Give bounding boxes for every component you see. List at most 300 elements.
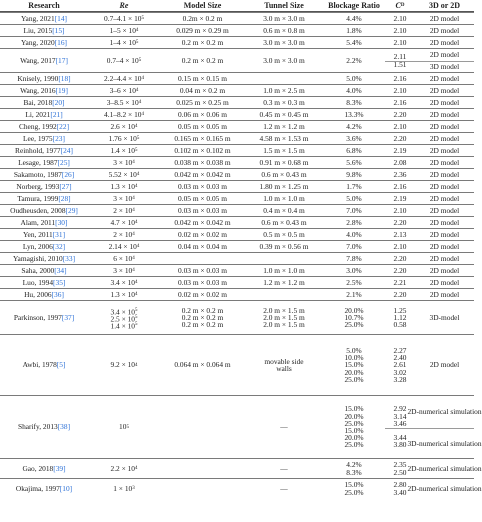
dimension-cell: 2D model (429, 289, 460, 299)
cd-cell (385, 25, 415, 36)
author-name: Bai, 2018 (23, 97, 53, 107)
tunnel-size-cell: 0.4 m × 0.4 m (263, 205, 305, 215)
citation-link[interactable]: [5] (56, 360, 66, 370)
blockage-cell (323, 121, 385, 132)
research-cell (0, 121, 88, 132)
re-exponent: 4 (141, 112, 144, 117)
re-cell-line (110, 321, 138, 331)
table-row (0, 204, 474, 216)
blockage-cell-line: 20.0% (344, 411, 364, 421)
cd-cell-line: 2.20 (393, 217, 407, 227)
author-name: Reinhold, 1977 (15, 145, 61, 155)
re-mantissa: 3.4 × 10 (110, 277, 135, 287)
cd-cell (385, 241, 415, 252)
citation-link[interactable]: [34] (54, 265, 67, 275)
blockage-cell (323, 396, 385, 458)
author-name: Luo, 1994 (22, 277, 54, 287)
citation-link[interactable]: [25] (57, 157, 70, 167)
re-cell (88, 217, 160, 228)
blockage-cell-line: 5.0% (346, 73, 362, 83)
citation-link[interactable]: [21] (50, 109, 63, 119)
citation-link[interactable]: [27] (59, 181, 72, 191)
model-size-cell (160, 459, 245, 478)
research-cell (0, 265, 88, 276)
re-exponent: 3 (132, 486, 135, 491)
blockage-cell-line: 15.0% (344, 480, 364, 490)
citation-link[interactable]: [19] (55, 85, 68, 95)
dimension-cell: 2D model (429, 50, 460, 60)
table-row (0, 240, 474, 252)
re-mantissa: 0.7–4.1 × 10 (104, 13, 142, 23)
dimension-cell: 3D-numerical simulation (407, 438, 482, 448)
research-cell (0, 205, 88, 216)
header-research: Research (28, 0, 60, 10)
table-row (0, 120, 474, 132)
tunnel-size-cell: 1.0 m × 1.0 m (263, 265, 305, 275)
blockage-cell (323, 205, 385, 216)
header-blockage: Blockage Ratio (328, 0, 380, 10)
cd-cell (385, 253, 415, 264)
table-row (0, 108, 474, 120)
re-mantissa: 5.52 × 10 (108, 169, 137, 179)
research-cell (0, 49, 88, 72)
cd-cell-line: 2.19 (393, 145, 407, 155)
citation-link[interactable]: [22] (56, 121, 70, 131)
table-row (0, 168, 474, 180)
table-row (0, 216, 474, 228)
dimension-cell: 2D model (429, 37, 460, 47)
sub-row-divider (385, 428, 474, 429)
cd-cell-line: 3.14 (393, 411, 407, 421)
dimension-cell: 2D model (429, 13, 460, 23)
blockage-cell-line: 15.0% (344, 360, 364, 370)
cd-cell-line: 3.44 (393, 433, 407, 443)
model-size-cell: 0.05 m × 0.05 m (178, 193, 227, 203)
cd-cell (385, 97, 415, 108)
cd-cell-line: 2.20 (393, 133, 407, 143)
dimension-cell: 2D model (429, 85, 460, 95)
research-cell (0, 97, 88, 108)
cd-cell-line: 2.10 (393, 205, 407, 215)
tunnel-size-cell: 0.5 m × 0.5 m (263, 229, 305, 239)
dimension-cell: 2D model (429, 253, 460, 263)
re-exponent: 5 (126, 424, 129, 430)
dimension-cell: 2D model (429, 277, 460, 287)
re-cell (88, 479, 160, 498)
blockage-cell-line: 7.0% (346, 205, 362, 215)
dimension-cell: 2D model (429, 109, 460, 119)
author-name: Liu, 2015 (23, 25, 53, 35)
re-mantissa: 1.76 × 10 (108, 133, 137, 143)
author-name: Lyn, 2006 (22, 241, 53, 251)
blockage-cell-line: 4.2% (346, 121, 362, 131)
blockage-cell (323, 265, 385, 276)
re-cell (88, 193, 160, 204)
tunnel-size-cell: 1.80 m × 1.25 m (259, 181, 309, 191)
blockage-cell-line: 7.0% (346, 241, 362, 251)
research-cell (0, 277, 88, 288)
re-cell (88, 37, 160, 48)
author-name: Okajima, 1997 (15, 483, 60, 493)
blockage-cell (323, 277, 385, 288)
blockage-cell-line: 4.0% (346, 229, 362, 239)
blockage-cell-line: 9.8% (346, 169, 362, 179)
citation-link[interactable]: [37] (61, 312, 75, 322)
author-name: Yang, 2021 (20, 13, 55, 23)
re-mantissa: 2.6 × 10 (110, 121, 135, 131)
model-size-cell-line: 0.2 m × 0.2 m (181, 320, 224, 330)
blockage-cell (323, 241, 385, 252)
re-exponent: 4 (135, 466, 138, 471)
re-exponent: 4 (135, 184, 138, 189)
tunnel-size-cell: 1.0 m × 1.0 m (263, 193, 305, 203)
tunnel-size-cell: 0.39 m × 0.56 m (259, 241, 309, 251)
cd-cell (385, 73, 415, 84)
blockage-cell-line: 5.6% (346, 157, 362, 167)
table-row (0, 276, 474, 288)
cd-cell-line: 3.02 (393, 367, 407, 377)
blockage-cell (323, 289, 385, 300)
citation-link[interactable]: [39] (53, 463, 66, 473)
tunnel-size-cell-line: 2.0 m × 1.5 m (263, 320, 305, 330)
citation-link[interactable]: [33] (62, 253, 76, 263)
re-exponent: 4 (138, 100, 142, 105)
tunnel-size-cell-line: movable side (264, 356, 304, 366)
re-cell (88, 301, 160, 334)
model-size-cell (160, 479, 245, 498)
author-name: Sharify, 2013 (17, 422, 58, 432)
research-cell (0, 25, 88, 36)
cd-cell (385, 13, 415, 24)
tunnel-size-cell: 3.0 m × 3.0 m (263, 37, 305, 47)
cd-cell-line: 2.10 (393, 25, 407, 35)
blockage-cell (323, 157, 385, 168)
tunnel-size-cell (245, 301, 323, 334)
blockage-cell-line: 13.3% (344, 109, 364, 119)
re-cell (88, 13, 160, 24)
model-size-cell: 0.04 m × 0.2 m (179, 85, 226, 95)
citation-link[interactable]: [20] (52, 97, 65, 107)
model-size-cell: 0.165 m × 0.165 m (174, 133, 231, 143)
cd-cell-line: 2.36 (393, 169, 407, 179)
dimension-cell: 2D model (429, 193, 460, 203)
author-name: Cheng, 1992 (18, 121, 57, 131)
blockage-cell-line: 1.7% (346, 181, 362, 191)
re-mantissa: 3 × 10 (113, 265, 133, 275)
dimension-cell: 2D-numerical simulation (407, 463, 482, 473)
model-size-cell: 0.02 m × 0.02 m (178, 289, 227, 299)
re-cell (88, 157, 160, 168)
table-row (0, 192, 474, 204)
blockage-cell (323, 73, 385, 84)
cd-cell-line: 3.80 (393, 440, 407, 450)
blockage-cell-line: 25.0% (344, 418, 364, 428)
cd-cell (385, 169, 415, 180)
model-size-cell (160, 396, 245, 458)
citation-link[interactable]: [38] (57, 422, 71, 432)
cd-cell (385, 145, 415, 156)
citation-link[interactable]: [23] (52, 133, 65, 143)
re-mantissa: 1.3 × 10 (110, 289, 135, 299)
re-mantissa: 2.5 × 10 (110, 314, 135, 324)
table-row (0, 36, 474, 48)
citation-link[interactable]: [26] (61, 169, 75, 179)
table-row (0, 252, 474, 264)
re-mantissa: 2 × 10 (113, 205, 133, 215)
tunnel-size-cell-line: 2.0 m × 1.5 m (263, 305, 305, 315)
cd-cell-line: 2.11 (393, 52, 407, 62)
re-cell (88, 109, 160, 120)
model-size-cell: 0.042 m × 0.042 m (174, 169, 231, 179)
research-cell (0, 217, 88, 228)
re-exponent: 5 (135, 322, 138, 328)
blockage-cell (323, 145, 385, 156)
research-cell (0, 13, 88, 24)
blockage-cell-line: 8.3% (346, 97, 362, 107)
research-cell (0, 253, 88, 264)
dimension-cell: 2D model (429, 97, 460, 107)
author-name: Parkinson, 1997 (13, 312, 62, 322)
cd-cell-line: 1.12 (393, 312, 407, 322)
author-name: Wang, 2016 (20, 85, 56, 95)
re-exponent: 4 (132, 208, 135, 213)
cd-cell (385, 229, 415, 240)
table-row (0, 84, 474, 96)
table-row (0, 334, 474, 395)
citation-link[interactable]: [36] (51, 289, 64, 299)
cd-cell-line: 2.10 (393, 241, 407, 251)
table-row (0, 132, 474, 144)
re-mantissa: 6 × 10 (113, 253, 133, 263)
header-re: Re (119, 0, 129, 10)
model-size-cell: 0.2 m × 0.2 m (181, 55, 224, 65)
table-row (0, 180, 474, 192)
tunnel-size-cell (245, 289, 323, 300)
cd-cell (385, 265, 415, 276)
model-size-cell: 0.2m × 0.2 m (182, 13, 223, 23)
citation-link[interactable]: [35] (53, 277, 66, 287)
blockage-cell-line: 20.0% (344, 367, 364, 377)
cd-cell (385, 335, 415, 395)
tunnel-size-cell: 0.91 m × 0.68 m (259, 157, 309, 167)
author-name: Tamura, 1999 (17, 193, 59, 203)
model-size-cell-line: 0.2 m × 0.2 m (181, 305, 224, 315)
table-row (0, 395, 482, 458)
blockage-cell (323, 85, 385, 96)
re-exponent: 5 (141, 16, 144, 21)
dimension-cell: 3D model (429, 62, 460, 72)
cd-cell-line: 2.27 (393, 346, 407, 356)
blockage-cell (323, 301, 385, 334)
model-size-cell (160, 253, 245, 264)
tunnel-size-cell: 1.2 m × 1.2 m (263, 277, 305, 287)
cd-cell-line: 2.08 (393, 157, 407, 167)
blockage-cell-line: 5.0% (346, 193, 362, 203)
author-name: Li, 2021 (25, 109, 51, 119)
citation-link[interactable]: [31] (52, 229, 66, 239)
re-exponent: 4 (135, 220, 138, 225)
blockage-cell (323, 193, 385, 204)
re-cell (88, 73, 160, 84)
re-cell (88, 133, 160, 144)
cd-cell-line: 2.16 (393, 73, 407, 83)
cd-cell-line: 2.20 (393, 265, 407, 275)
table-header (0, 0, 474, 12)
re-cell (88, 169, 160, 180)
cd-cell (385, 193, 415, 204)
cd-cell-line: 1.25 (393, 305, 407, 315)
re-exponent: 4 (132, 268, 135, 273)
author-name: Sakamoto, 1987 (13, 169, 62, 179)
re-mantissa: 1 × 10 (113, 483, 133, 493)
model-size-cell: 0.06 m × 0.06 m (178, 109, 227, 119)
re-exponent: 5 (136, 136, 140, 141)
re-cell (88, 97, 160, 108)
citation-link[interactable]: [32] (52, 241, 66, 251)
cd-cell (385, 157, 415, 168)
model-size-cell: 0.042 m × 0.042 m (174, 217, 231, 227)
citation-link[interactable]: [18] (58, 73, 71, 83)
tunnel-size-cell (245, 73, 323, 84)
re-cell (88, 253, 160, 264)
tunnel-size-cell: — (280, 422, 288, 432)
re-mantissa: 9.2 × 10 (110, 360, 135, 370)
model-size-cell: 0.03 m × 0.03 m (178, 277, 227, 287)
research-cell (0, 396, 88, 458)
citation-link[interactable]: [17] (55, 55, 68, 65)
research-cell (0, 459, 88, 478)
citation-link[interactable]: [14] (54, 13, 68, 23)
blockage-cell (323, 97, 385, 108)
model-size-cell: 0.04 m × 0.04 m (178, 241, 227, 251)
cd-cell-line: 3.40 (393, 487, 407, 497)
re-cell (88, 459, 160, 478)
dimension-cell: 2D model (429, 169, 460, 179)
tunnel-size-cell: 0.6 m × 0.8 m (263, 25, 305, 35)
tunnel-size-cell-line: 2.0 m × 1.5 m (263, 312, 305, 322)
cd-cell-line: 1.51 (393, 59, 407, 69)
re-mantissa: 2.14 × 10 (108, 241, 137, 251)
re-cell (88, 396, 160, 458)
author-name: Hu, 2006 (24, 289, 52, 299)
table-row (0, 156, 474, 168)
blockage-cell-line: 4.0% (346, 85, 362, 95)
re-cell (88, 49, 160, 72)
re-mantissa: 3–8.5 × 10 (106, 97, 139, 107)
table-row (0, 144, 474, 156)
author-name: Wang, 2017 (20, 55, 56, 65)
cd-cell-line: 2.16 (393, 97, 407, 107)
blockage-cell (323, 479, 385, 498)
blockage-cell-line: 5.4% (346, 37, 362, 47)
model-size-cell: 0.03 m × 0.03 m (178, 265, 227, 275)
re-cell (88, 85, 160, 96)
tunnel-size-cell: 1.0 m × 2.5 m (263, 85, 305, 95)
blockage-cell-line: 25.0% (344, 440, 364, 450)
re-exponent: 4 (135, 280, 138, 285)
re-mantissa: 2.2 × 10 (110, 463, 135, 473)
re-cell (88, 277, 160, 288)
re-exponent: 4 (141, 76, 144, 81)
re-mantissa: 1–5 × 10 (109, 25, 136, 35)
author-name: Norberg, 1993 (16, 181, 60, 191)
cd-cell-line: 3.28 (393, 374, 407, 384)
research-cell (0, 157, 88, 168)
table-row (0, 24, 474, 36)
re-mantissa: 2.2–4.4 × 10 (104, 73, 142, 83)
table-row (0, 288, 474, 300)
re-exponent: 5 (135, 148, 138, 153)
re-mantissa: 3 × 10 (113, 157, 133, 167)
citation-link[interactable]: [24] (60, 145, 73, 155)
dimension-cell: 2D model (429, 25, 460, 35)
blockage-cell (323, 229, 385, 240)
citation-link[interactable]: [28] (58, 193, 71, 203)
author-name: Awbi, 1978 (22, 360, 57, 370)
blockage-cell (323, 253, 385, 264)
research-cell (0, 229, 88, 240)
tunnel-size-cell-line: walls (276, 364, 292, 373)
citation-link[interactable]: [15] (52, 25, 65, 35)
re-mantissa: 3.4 × 10 (110, 307, 135, 317)
re-exponent: 5 (138, 58, 142, 63)
cd-cell-line: 2.10 (393, 85, 407, 95)
model-size-cell: 0.02 m × 0.02 m (178, 229, 227, 239)
re-cell (88, 335, 160, 395)
cd-cell (385, 301, 415, 334)
tunnel-size-cell: 3.0 m × 3.0 m (263, 55, 305, 65)
dimension-cell: 2D model (429, 265, 460, 275)
research-cell (0, 241, 88, 252)
dimension-cell: 2D model (429, 229, 460, 239)
tunnel-size-cell: 3.0 m × 3.0 m (263, 13, 305, 23)
table-row (0, 48, 474, 72)
tunnel-size-cell: 1.2 m × 1.2 m (263, 121, 305, 131)
citation-link[interactable]: [10] (59, 483, 73, 493)
model-size-cell: 0.15 m × 0.15 m (178, 73, 227, 83)
model-size-cell: 0.102 m × 0.102 m (174, 145, 231, 155)
cd-cell-line: 0.58 (393, 320, 407, 330)
citation-link[interactable]: [29] (65, 205, 78, 215)
blockage-cell-line: 4.2% (346, 460, 362, 470)
citation-link[interactable]: [30] (55, 217, 68, 227)
blockage-cell-line: 3.0% (346, 265, 362, 275)
re-mantissa: 3 × 10 (113, 193, 133, 203)
re-cell (88, 145, 160, 156)
cd-cell (385, 217, 415, 228)
research-cell (0, 85, 88, 96)
dimension-cell: 2D model (429, 73, 460, 83)
re-exponent: 4 (136, 172, 140, 177)
table-row (0, 264, 474, 276)
cd-cell-line: 2.50 (393, 467, 407, 477)
re-mantissa: 4.7 × 10 (110, 217, 135, 227)
author-name: Gao, 2018 (22, 463, 54, 473)
dimension-cell: 2D model (429, 181, 460, 191)
blockage-cell (323, 335, 385, 395)
blockage-cell (323, 459, 385, 478)
citation-link[interactable]: [16] (54, 37, 68, 47)
cd-cell-line: 2.20 (393, 253, 407, 263)
research-cell (0, 301, 88, 334)
cd-cell-line: 2.21 (393, 277, 407, 287)
research-cell (0, 335, 88, 395)
blockage-cell-line: 15.0% (344, 426, 364, 435)
blockage-cell-line: 20.0% (344, 433, 364, 443)
research-cell (0, 181, 88, 192)
blockage-cell-line: 2.1% (346, 289, 362, 299)
cd-cell-line: 2.35 (393, 460, 407, 470)
